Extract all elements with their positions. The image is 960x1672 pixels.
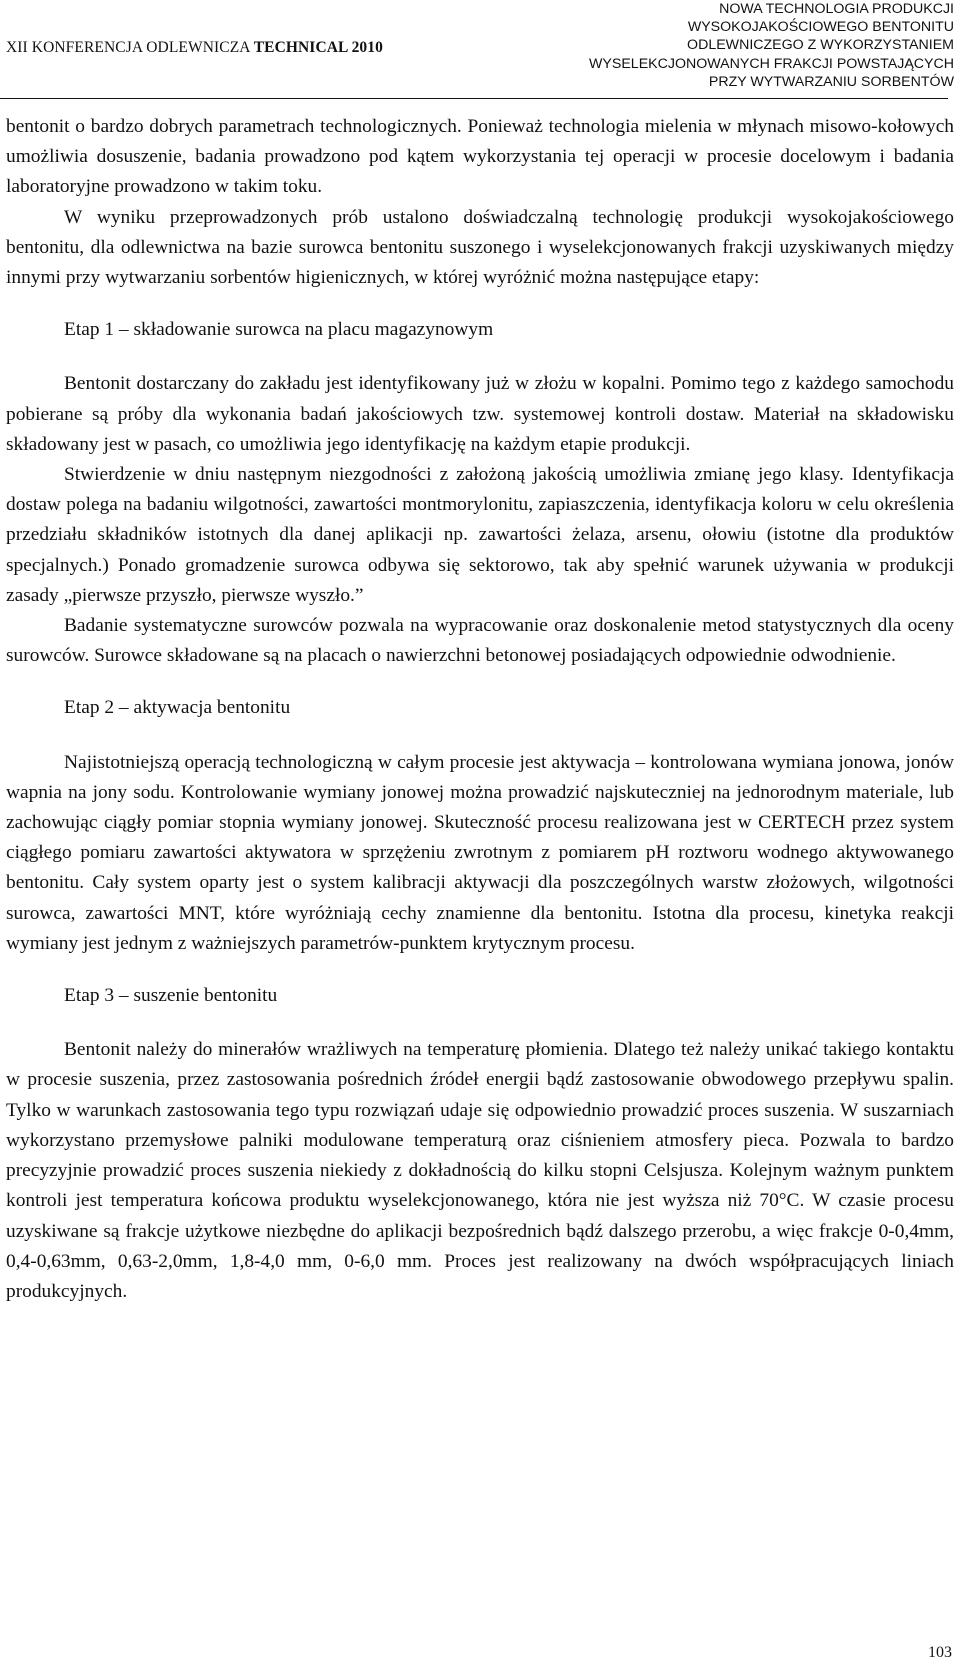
stage-heading-3: Etap 3 – suszenie bentonitu [64,985,278,1007]
page-header [6,0,954,96]
conference-edition: TECHNICAL 2010 [253,39,383,56]
spacer [6,293,954,315]
spacer [6,959,954,981]
article-title [589,0,954,91]
article-title-line: WYSOKOJAKOŚCIOWEGO BENTONITU [687,19,954,36]
spacer [6,724,954,748]
paragraph: W wyniku przeprowadzonych prób ustalono doświadczalną technologię produkcji wysokojakościowego bentonitu, dla odlewnictwa na bazie surowca bentonitu suszonego i wyselekcjonowanych frakcji uzyskiwanych między innymi przy wytwarzaniu sorbentów higienicznych, w której wyróżnić można następujące etapy: [6,206,954,289]
page-body [6,112,954,1307]
article-title-line: NOWA TECHNOLOGIA PRODUKCJI [719,1,954,17]
stage-heading-1: Etap 1 – składowanie surowca na placu magazynowym [64,319,494,341]
paragraph: Bentonit dostarczany do zakładu jest identyfikowany już w złożu w kopalni. Pomimo tego z każdego samochodu pobierane są próby dla wykonania badań jakościowych tzw. systemowej kontroli dostaw. Materiał na składowisku składowany jest w pasach, co umożliwia jego identyfikację na każdym etapie produkcji. [6,373,954,455]
spacer [6,1011,954,1035]
article-title-line: WYSELEKCJONOWANYCH FRAKCJI POWSTAJĄCYCH [589,55,954,72]
paragraph: Stwierdzenie w dniu następnym niezgodności z założoną jakością umożliwia zmianę jego klasy. Identyfikacja dostaw polega na badaniu wilgotności, zawartości montmorylonitu, zapiaszczenia, identyfikacja koloru w celu określenia przedziału składników istotnych dla danej aplikacji np. zawartości żelaza, arsenu, ołowiu (istotne dla produktów specjalnych.) Ponado gromadzenie surowca odbywa się sektorowo, tak aby spełnić warunek używania w produkcji zasady „pierwsze przyszło, pierwsze wyszło.” [6,464,954,606]
stage-heading-2: Etap 2 – aktywacja bentonitu [64,697,291,719]
header-divider [0,98,948,99]
page-number: 103 [928,1644,952,1661]
paragraph: bentonit o bardzo dobrych parametrach technologicznych. Ponieważ technologia mielenia w młynach misowo-kołowych umożliwia dosuszenie, badania prowadzono pod kątem wykorzystania tej operacji w procesie docelowym i badania laboratoryjne prowadzono w takim toku. [6,116,954,198]
conference-title [6,39,383,57]
spacer [6,345,954,369]
paragraph: Najistotniejszą operacją technologiczną w całym procesie jest aktywacja – kontrolowana wymiana jonowa, jonów wapnia na jony sodu. Kontrolowanie wymiany jonowej można prowadzić najskuteczniej na jednorodnym materiale, lub zachowując ciągły pomiar stopnia wymiany jonowej. Skuteczność procesu realizowana jest w CERTECH przez system ciągłego pomiaru zawartości aktywatora w sprzężeniu zwrotnym z pomiarem pH roztworu wodnego aktywowanego bentonitu. Cały system oparty jest o system kalibracji aktywacji dla poszczególnych warstw złożowych, wilgotności surowca, zawartości MNT, które wyróżniają cechy znamienne dla bentonitu. Istotna dla procesu, kinetyka reakcji wymiany jest jednym z ważniejszych parametrów-punktem krytycznym procesu. [6,751,954,954]
paragraph: Bentonit należy do minerałów wrażliwych na temperaturę płomienia. Dlatego też należy unikać takiego kontaktu w procesie suszenia, przez zastosowania pośrednich źródeł energii bądź zastosowanie obwodowego przepływu spalin. Tylko w warunkach zastosowania tego typu rozwiązań udaje się odpowiednio prowadzić proces suszenia. W suszarniach wykorzystano przemysłowe palniki modulowane temperaturą oraz ciśnieniem atmosfery pieca. Pozwala to bardzo precyzyjnie prowadzić proces suszenia niekiedy z dokładnością do kilku stopni Celsjusza. Kolejnym ważnym punktem kontroli jest temperatura końcowa produktu wyselekcjonowanego, która nie jest wyższa niż 70°C. W czasie procesu uzyskiwane są frakcje użytkowe niezbędne do aplikacji bezpośrednich bądź dalszego przerobu, a więc frakcje 0-0,4mm, 0,4-0,63mm, 0,63-2,0mm, 1,8-4,0 mm, 0-6,0 mm. Proces jest realizowany na dwóch współpracujących liniach produkcyjnych. [6,1039,954,1302]
article-title-line: ODLEWNICZEGO Z WYKORZYSTANIEM [687,37,954,54]
article-title-line: PRZY WYTWARZANIU SORBENTÓW [708,73,954,90]
conference-name: XII KONFERENCJA ODLEWNICZA [6,39,250,56]
spacer [6,671,954,693]
paragraph: Badanie systematyczne surowców pozwala na wypracowanie oraz doskonalenie metod statystycznych dla oceny surowców. Surowce składowane są na placach o nawierzchni betonowej posiadających odpowiednie odwodnienie. [6,615,954,667]
